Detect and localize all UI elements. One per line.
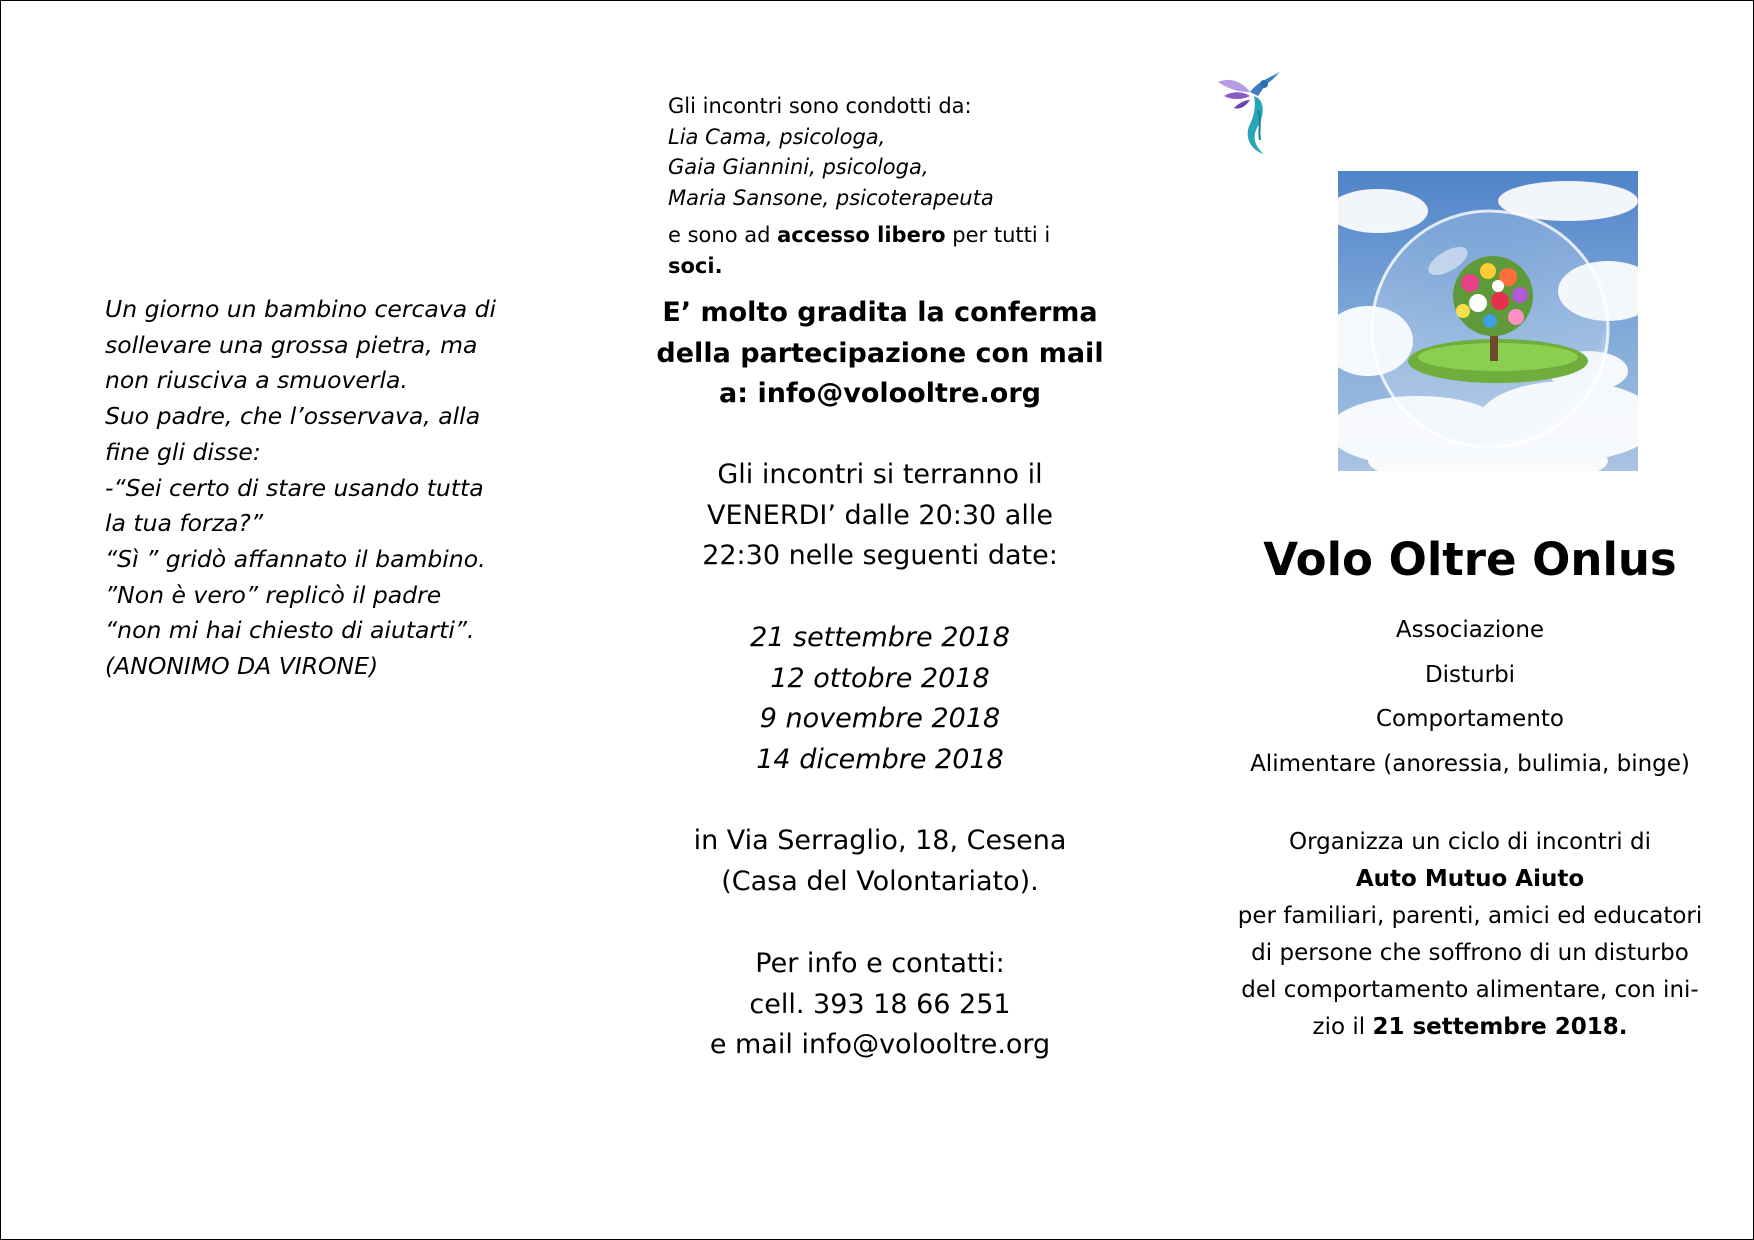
assoc-line: Associazione: [1395, 617, 1545, 643]
assoc-line: Disturbi: [1424, 661, 1516, 688]
story-line: ”Non è vero” replicò il padre: [105, 580, 442, 609]
leaders-intro: Gli incontri sono condotti da:: [668, 94, 972, 118]
story-line: sollevare una grossa pietra, ma: [105, 330, 478, 359]
schedule-line: VENERDI’ dalle 20:30 alle: [707, 499, 1053, 531]
date-item: 21 settembre 2018: [750, 622, 1010, 653]
contact-info: [650, 944, 1110, 1066]
story-line: Un giorno un bambino cercava di: [105, 295, 497, 323]
place-line: in Via Serraglio, 18, Cesena: [693, 825, 1067, 856]
start-date: 21 settembre 2018.: [1372, 1014, 1628, 1040]
story-line: (ANONIMO DA VIRONE): [105, 652, 379, 681]
assoc-line: Comportamento: [1376, 706, 1564, 732]
program-name: Auto Mutuo Aiuto: [1355, 866, 1585, 892]
bubble-flower-tree-image: [1338, 171, 1638, 471]
rsvp-note: [650, 293, 1110, 415]
date-item: 12 ottobre 2018: [770, 662, 990, 694]
leader-name: Maria Sansone, psicoterapeuta: [668, 185, 994, 210]
story-line: la tua forza?”: [105, 509, 264, 538]
access-text: per tutti i: [945, 223, 1051, 247]
story-line: “Sì ” gridò affannato il bambino.: [105, 544, 486, 573]
association-description: [1220, 608, 1720, 786]
contact-line: e mail info@volooltre.org: [709, 1029, 1051, 1060]
assoc-line: Alimentare (anoressia, bulimia, binge): [1250, 750, 1690, 777]
intro-line: del comportamento alimentare, con ini-: [1241, 977, 1699, 1003]
meeting-dates: [650, 618, 1110, 780]
intro-text: zio il: [1312, 1014, 1373, 1040]
meeting-leaders: [668, 91, 1108, 281]
meeting-place: [650, 821, 1110, 902]
schedule-line: 22:30 nelle seguenti date:: [702, 540, 1058, 571]
story-line: “non mi hai chiesto di aiutarti”.: [105, 616, 475, 645]
rsvp-line: E’ molto gradita la conferma: [662, 297, 1098, 328]
program-intro: [1220, 824, 1720, 1046]
intro-line: per familiari, parenti, amici ed educatori: [1237, 903, 1703, 929]
access-bold: accesso libero: [777, 223, 946, 247]
rsvp-line: a: info@volooltre.org: [719, 378, 1041, 409]
schedule-info: [650, 455, 1110, 577]
access-note: [668, 220, 1108, 281]
org-title: Volo Oltre Onlus: [1263, 533, 1677, 586]
leader-name: Gaia Giannini, psicologa,: [668, 155, 929, 179]
story-line: -“Sei certo di stare usando tutta: [105, 473, 484, 502]
intro-line: [1220, 1009, 1720, 1046]
place-line: (Casa del Volontariato).: [721, 865, 1039, 897]
access-bold: soci.: [668, 253, 723, 278]
hummingbird-logo-icon: [1214, 70, 1288, 158]
contact-line: cell. 393 18 66 251: [749, 988, 1011, 1020]
intro-line: Organizza un ciclo di incontri di: [1288, 829, 1651, 855]
leader-name: Lia Cama, psicologa,: [668, 124, 886, 149]
rsvp-line: della partecipazione con mail: [656, 337, 1104, 369]
story-line: fine gli disse:: [105, 437, 261, 466]
contact-line: Per info e contatti:: [755, 948, 1005, 979]
story-line: non riusciva a smuoverla.: [105, 366, 408, 395]
date-item: 9 novembre 2018: [759, 703, 1001, 734]
story-quote: [105, 292, 535, 685]
schedule-line: Gli incontri si terranno il: [717, 459, 1043, 490]
date-item: 14 dicembre 2018: [756, 743, 1004, 775]
intro-line: di persone che soffrono di un disturbo: [1251, 940, 1689, 966]
story-line: Suo padre, che l’osservava, alla: [105, 402, 481, 431]
access-text: e sono ad: [668, 223, 778, 247]
